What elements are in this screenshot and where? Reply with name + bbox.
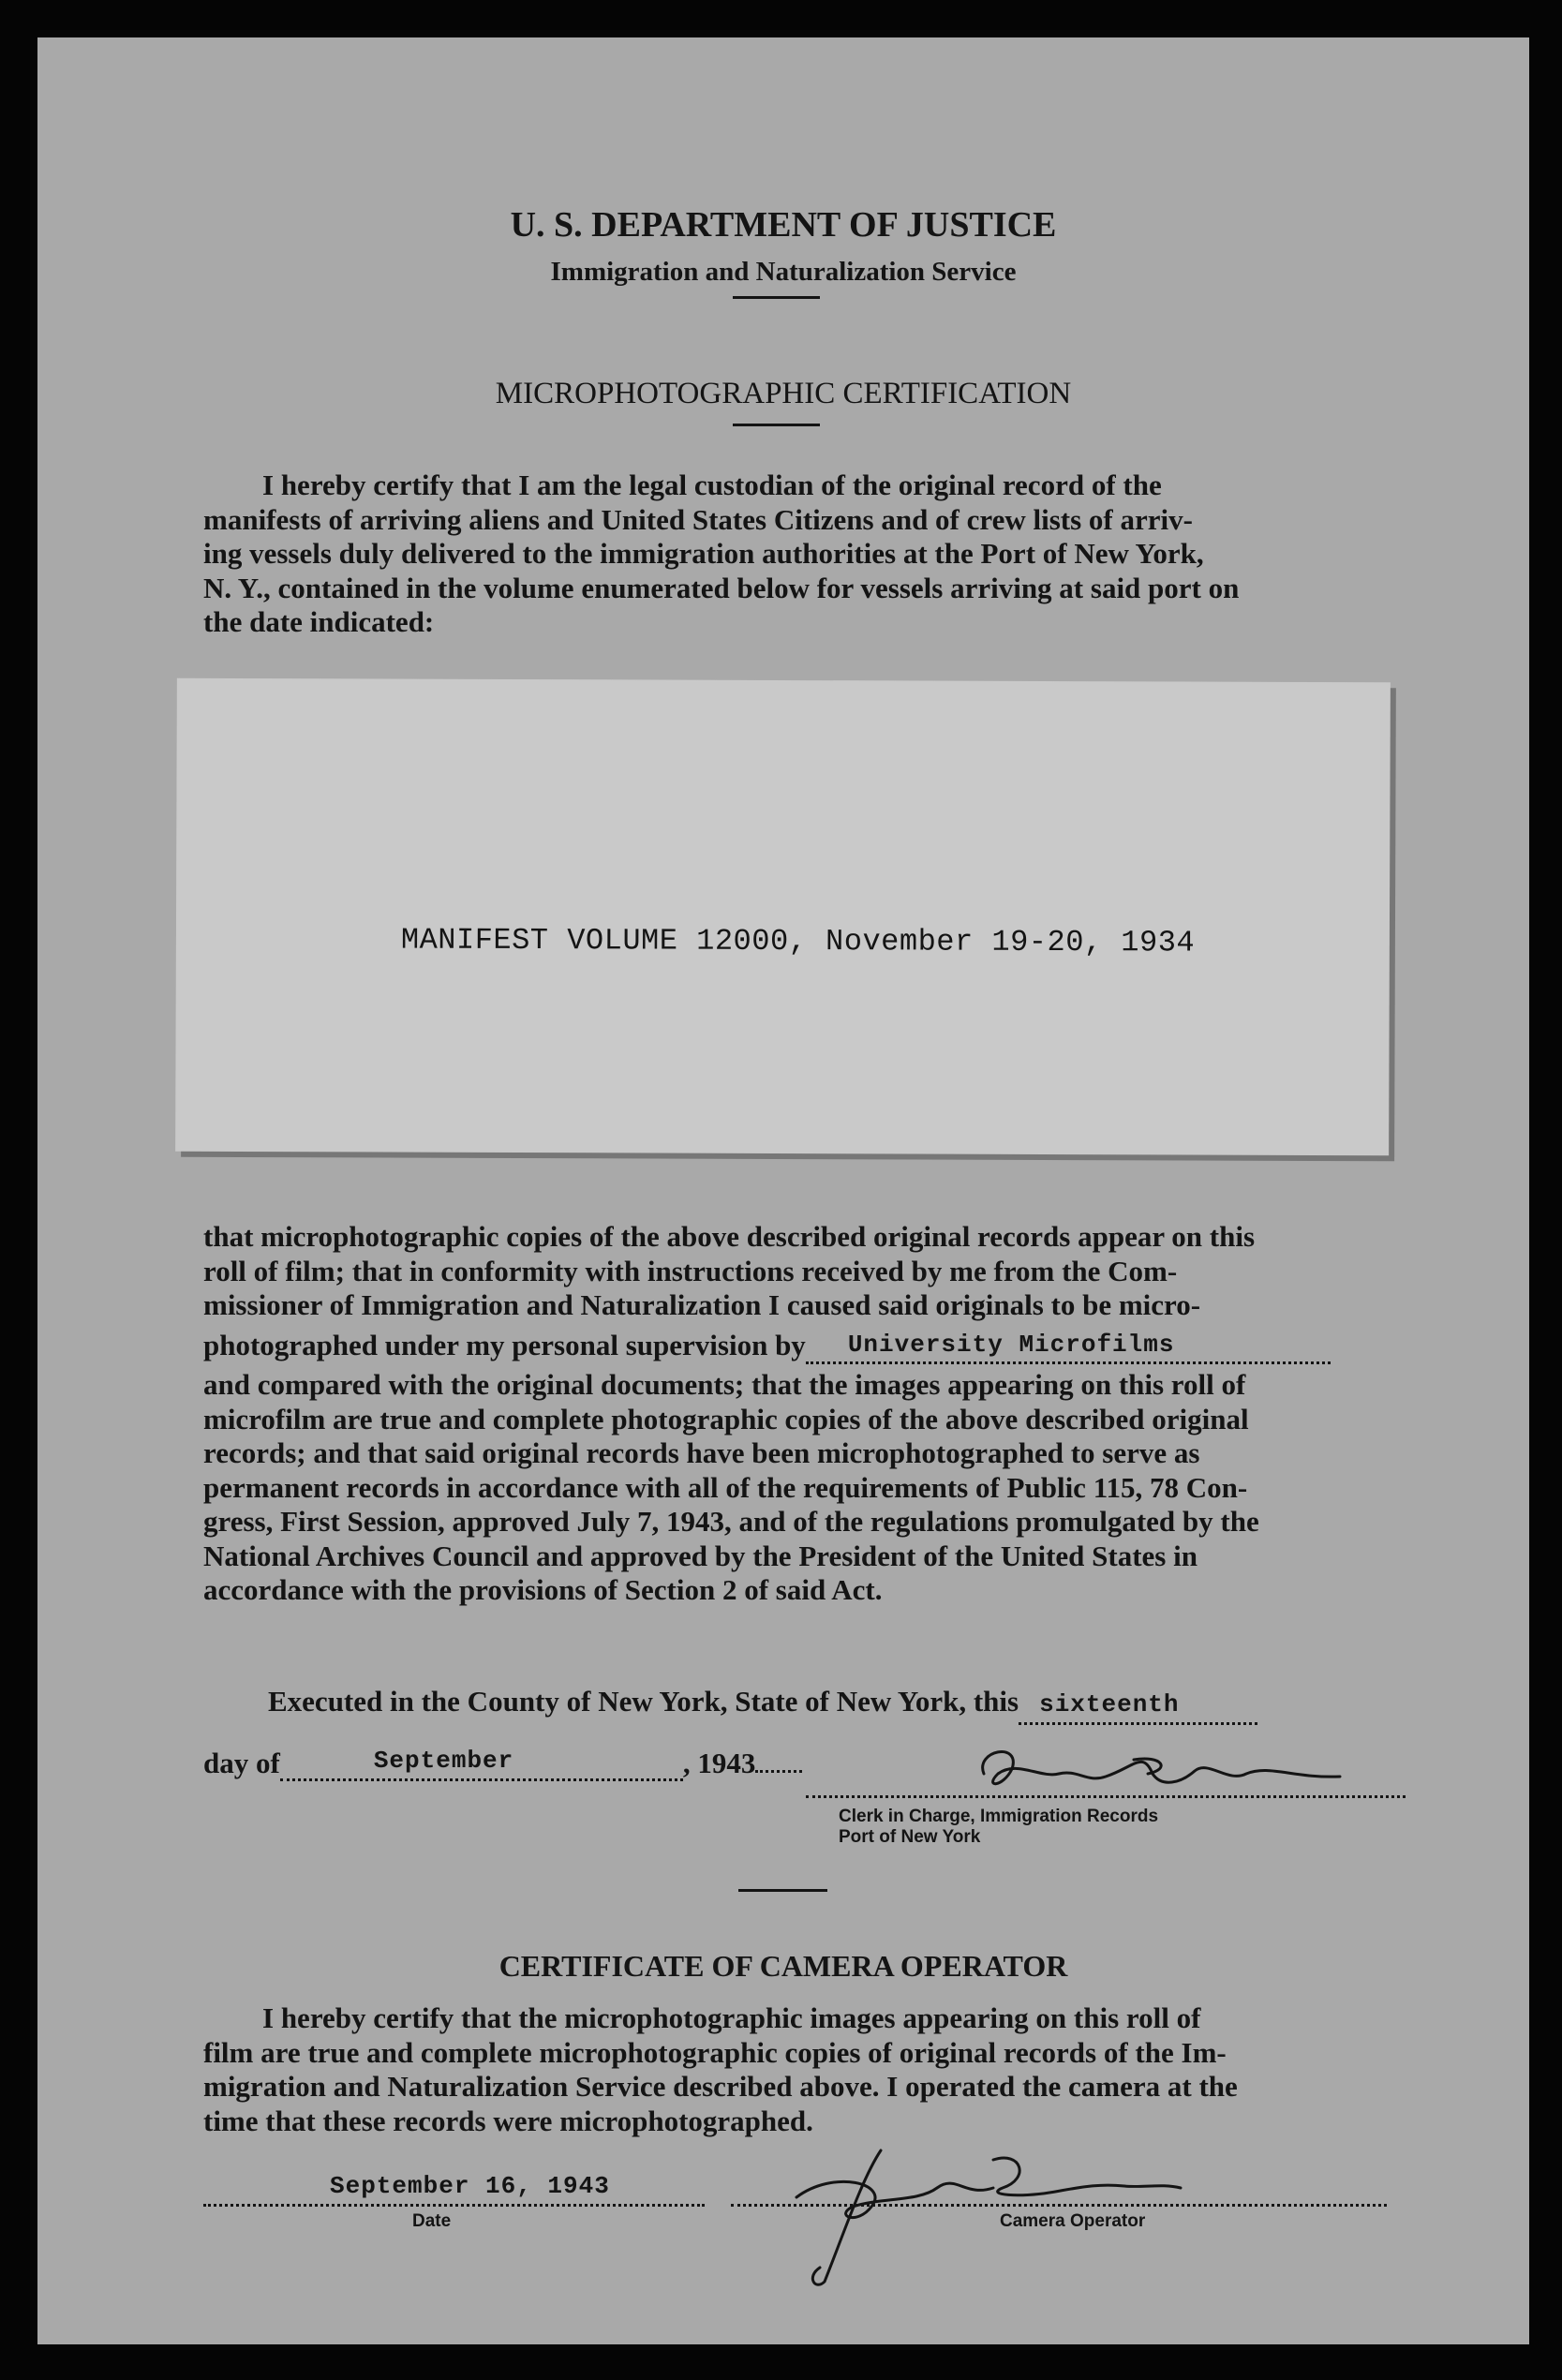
body-line: National Archives Council and approved by the President of the United States in xyxy=(203,1539,1198,1572)
operator-signature-line xyxy=(731,2204,1387,2207)
day-of-label: day of xyxy=(203,1747,280,1779)
body-line: missioner of Immigration and Naturalization I caused said originals to be micro- xyxy=(203,1288,1201,1321)
year-dots xyxy=(755,1770,802,1773)
date-field xyxy=(203,2172,705,2207)
service-subheading: Immigration and Naturalization Service xyxy=(550,257,1017,287)
camera-section-heading: CERTIFICATE OF CAMERA OPERATOR xyxy=(498,1949,1068,1983)
body-line: records; and that said original records have been microphotographed to serve as xyxy=(203,1436,1200,1469)
clerk-title-line: Port of New York xyxy=(839,1827,981,1847)
department-heading: U. S. DEPARTMENT OF JUSTICE xyxy=(510,205,1057,245)
camera-line: film are true and complete microphotographic copies of original records of the Im- xyxy=(203,2035,1227,2069)
month-value: September xyxy=(373,1747,514,1775)
month-line xyxy=(203,1747,1047,1787)
supervision-line xyxy=(203,1329,1392,1369)
camera-line: time that these records were microphotographed. xyxy=(203,2104,813,2137)
day-field xyxy=(1019,1685,1257,1725)
intro-line: the date indicated: xyxy=(203,605,435,638)
intro-line: N. Y., contained in the volume enumerated below for vessels arriving at said port on xyxy=(203,571,1240,604)
camera-operator-signature xyxy=(778,2094,1190,2296)
intro-paragraph xyxy=(203,469,1392,640)
manifest-label: MANIFEST VOLUME 12000, November 19-20, 1934 xyxy=(400,922,1196,960)
intro-line: I hereby certify that I am the legal custodian of the original record of the xyxy=(262,469,1162,501)
body-line: and compared with the original documents; that the images appearing on this roll of xyxy=(203,1368,1246,1401)
date-value: September 16, 1943 xyxy=(330,2172,610,2200)
intro-line: ing vessels duly delivered to the immigration authorities at the Port of New York, xyxy=(203,537,1204,570)
clerk-title-line: Clerk in Charge, Immigration Records xyxy=(839,1807,1159,1826)
execution-prefix: Executed in the County of New York, State of New York, this xyxy=(268,1685,1019,1718)
clerk-title xyxy=(839,1807,1158,1848)
clerk-signature-line xyxy=(806,1795,1406,1798)
divider xyxy=(738,1889,827,1892)
body-line: that microphotographic copies of the above described original records appear on this xyxy=(203,1220,1256,1253)
document-sheet xyxy=(37,37,1529,2344)
operator-label: Camera Operator xyxy=(1000,2211,1146,2231)
microfilmer-field xyxy=(806,1325,1331,1365)
body-line: permanent records in accordance with all of the requirements of Public 115, 78 Con- xyxy=(203,1470,1248,1504)
manifest-card xyxy=(175,678,1391,1156)
execution-line xyxy=(268,1685,1402,1725)
date-label: Date xyxy=(412,2211,452,2231)
year-label: , 1943 xyxy=(682,1747,756,1779)
page-title: MICROPHOTOGRAPHIC CERTIFICATION xyxy=(495,377,1072,410)
body-line: roll of film; that in conformity with instructions received by me from the Com- xyxy=(203,1254,1178,1287)
microfilmer-value: University Microfilms xyxy=(847,1330,1175,1359)
body-line: microfilm are true and complete photographic copies of the above described original xyxy=(203,1402,1249,1435)
camera-line: I hereby certify that the microphotographic images appearing on this roll of xyxy=(262,2001,1201,2034)
divider xyxy=(733,424,820,426)
body-line: gress, First Session, approved July 7, 1943, and of the regulations promulgated by the xyxy=(203,1505,1259,1538)
intro-line: manifests of arriving aliens and United States Citizens and of crew lists of arriv- xyxy=(203,502,1193,536)
body-paragraph xyxy=(203,1220,1392,1608)
supervision-prefix: photographed under my personal supervision by xyxy=(203,1328,806,1361)
month-field xyxy=(280,1741,683,1781)
divider xyxy=(733,296,820,299)
camera-line: migration and Naturalization Service described above. I operated the camera at the xyxy=(203,2070,1238,2103)
day-value: sixteenth xyxy=(1039,1690,1180,1718)
body-line: accordance with the provisions of Section 2 of said Act. xyxy=(203,1573,883,1606)
